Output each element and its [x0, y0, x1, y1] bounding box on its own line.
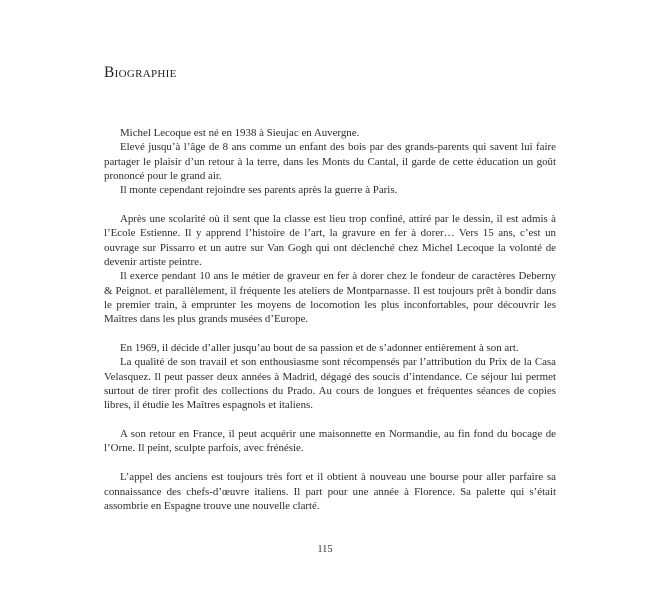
- paragraph-spacer: [104, 197, 556, 212]
- paragraph: Michel Lecoque est né en 1938 à Sieujac en Auvergne.: [120, 127, 360, 139]
- page-number: 115: [317, 544, 333, 555]
- paragraph: Elevé jusqu’à l’âge de 8 ans comme un enfant des bois par des grands-parents qui savent lui faire partager le plaisir d’un retour à la terre, dans les Monts du Cantal, il garde de cette éducation un goût prononcé pour le grand air.: [104, 141, 556, 182]
- paragraph: L’appel des anciens est toujours très fort et il obtient à nouveau une bourse pour aller parfaire sa connaissance des chefs-d’œuvre italiens. Il part pour une année à Florence. Sa palette qui s’était assombrie en Espagne trouve une nouvelle clarté.: [104, 471, 556, 512]
- paragraph-spacer: [104, 413, 556, 428]
- paragraph: A son retour en France, il peut acquérir une maisonnette en Normandie, au fin fond du bocage de l’Orne. Il peint, sculpte parfois, avec frénésie.: [104, 428, 556, 455]
- biography-text: [104, 126, 556, 513]
- section-heading: Biographie: [104, 64, 177, 81]
- paragraph-spacer: [104, 326, 556, 341]
- paragraph: Après une scolarité où il sent que la classe est lieu trop confiné, attiré par le dessin, il est admis à l’Ecole Estienne. Il y apprend l’histoire de l’art, la gravure en fer à dorer… Vers 15 ans, c’est un ouvrage sur Pissarro et un autre sur Van Gogh qui ont déclenché chez Michel Lecoque la volonté de devenir artiste peintre.: [104, 213, 556, 268]
- paragraph: La qualité de son travail et son enthousiasme sont récompensés par l’attribution du Prix de la Casa Velasquez. Il peut passer deux années à Madrid, dégagé des soucis d’intendance. Ce séjour lui permet surtout de tirer profit des collections du Prado. Au cours de longues et fréquentes séances de copies libres, il étudie les Maîtres espagnols et italiens.: [104, 356, 556, 412]
- paragraph-spacer: [104, 456, 556, 471]
- paragraph: Il exerce pendant 10 ans le métier de graveur en fer à dorer chez le fondeur de caractères Deberny & Peignot. et parallèlement, il fréquente les ateliers de Montparnasse. Il est toujours prêt à bondir dans le premier train, à emprunter les moyens de locomotion les plus inconfortables, pour découvrir les Maîtres dans les plus grands musées d’Europe.: [104, 270, 556, 326]
- paragraph: Il monte cependant rejoindre ses parents après la guerre à Paris.: [120, 184, 398, 197]
- paragraph: En 1969, il décide d’aller jusqu’au bout de sa passion et de s’adonner entièrement à son art.: [120, 342, 519, 355]
